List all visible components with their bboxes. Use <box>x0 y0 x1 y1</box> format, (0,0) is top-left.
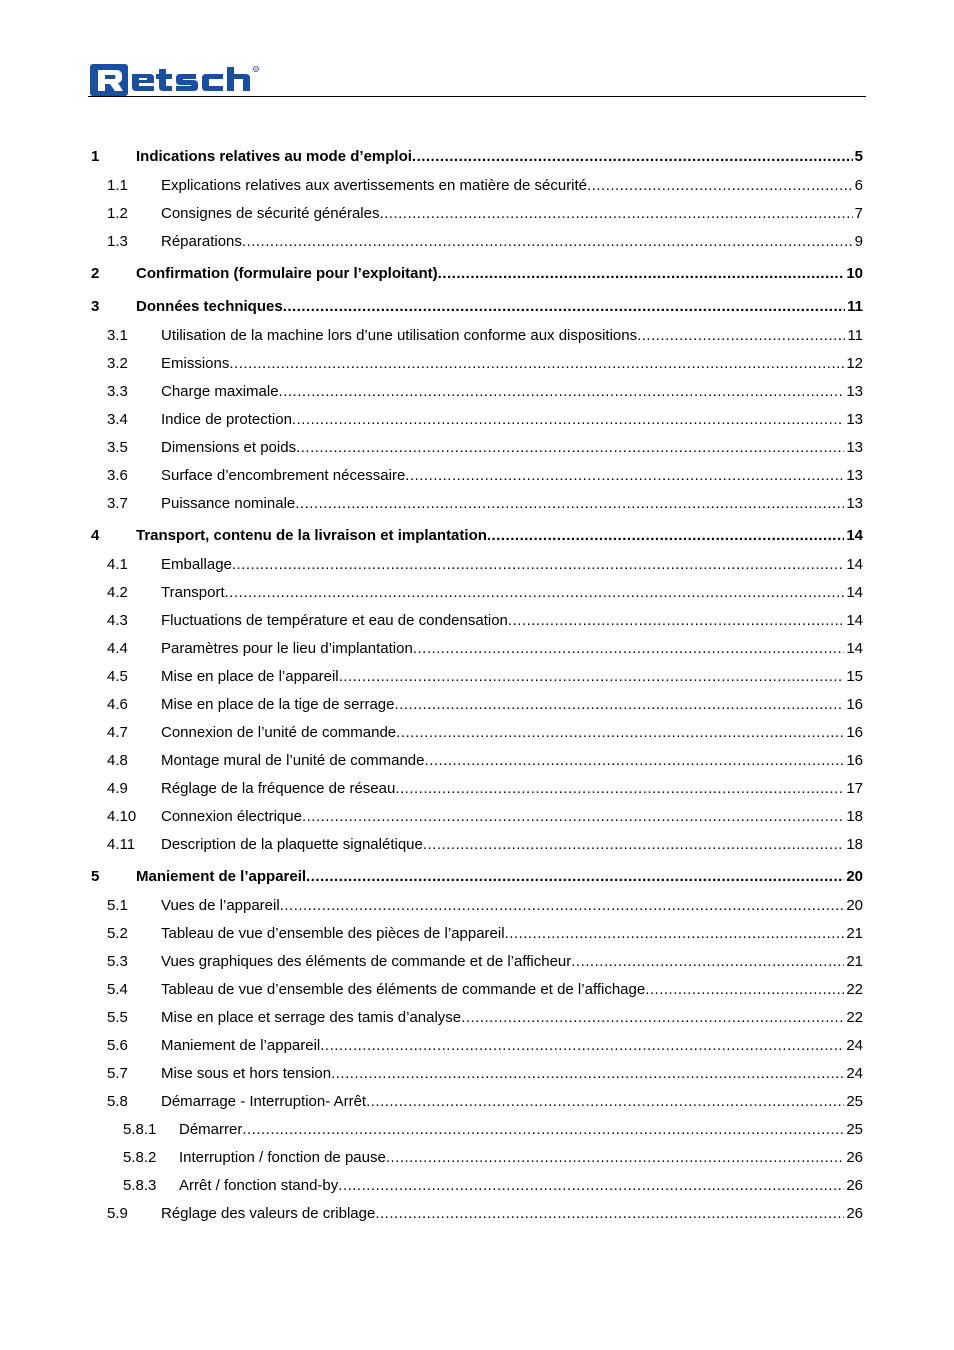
toc-entry-number: 5 <box>91 868 100 885</box>
toc-dot-leader <box>306 861 844 892</box>
toc-entry-title: Indications relatives au mode d’emploi <box>136 148 412 165</box>
toc-entry-page: 18 <box>846 836 863 853</box>
toc-entry-number: 5.7 <box>107 1065 128 1082</box>
toc-entry-title: Vues graphiques des éléments de commande et de l’afficheur <box>161 953 572 970</box>
toc-entry-number: 2 <box>91 265 100 282</box>
toc-entry-title: Démarrage - Interruption- Arrêt <box>161 1093 367 1110</box>
toc-entry-page: 16 <box>846 752 863 769</box>
toc-entry-page: 24 <box>846 1065 863 1082</box>
toc-entry-number: 3.4 <box>107 411 128 428</box>
toc-entry[interactable] <box>91 172 863 200</box>
toc-entry-page: 14 <box>846 527 863 544</box>
toc-entry[interactable] <box>91 607 863 635</box>
toc-entry[interactable] <box>91 490 863 518</box>
toc-dot-leader <box>366 1088 844 1116</box>
toc-entry-number: 5.4 <box>107 981 128 998</box>
toc-dot-leader <box>379 200 852 228</box>
toc-entry-title: Indice de protection <box>161 411 292 428</box>
toc-entry-number: 4.6 <box>107 696 128 713</box>
toc-entry[interactable] <box>91 1032 863 1060</box>
svg-text:R: R <box>254 67 258 72</box>
toc-entry[interactable] <box>91 1172 863 1200</box>
toc-dot-leader <box>302 803 844 831</box>
toc-entry[interactable] <box>91 1200 863 1228</box>
toc-dot-leader <box>292 406 844 434</box>
toc-entry[interactable] <box>91 892 863 920</box>
toc-entry[interactable] <box>91 291 863 322</box>
toc-entry-page: 22 <box>846 981 863 998</box>
toc-dot-leader <box>413 635 845 663</box>
toc-entry-title: Emissions <box>161 355 230 372</box>
toc-entry[interactable] <box>91 831 863 859</box>
toc-entry-number: 5.3 <box>107 953 128 970</box>
toc-dot-leader <box>505 920 845 948</box>
toc-dot-leader <box>386 1144 845 1172</box>
toc-entry-page: 14 <box>846 640 863 657</box>
toc-entry-page: 13 <box>846 383 863 400</box>
toc-entry-title: Réparations <box>161 233 242 250</box>
toc-entry[interactable] <box>91 322 863 350</box>
toc-entry-number: 3.5 <box>107 439 128 456</box>
toc-entry[interactable] <box>91 1116 863 1144</box>
toc-entry-page: 24 <box>846 1037 863 1054</box>
toc-dot-leader <box>461 1004 844 1032</box>
toc-entry-number: 4.10 <box>107 808 137 825</box>
toc-entry-title: Mise en place et serrage des tamis d’analyse <box>161 1009 462 1026</box>
toc-entry-title: Interruption / fonction de pause <box>179 1149 386 1166</box>
toc-entry-title: Réglage des valeurs de criblage <box>161 1205 376 1222</box>
toc-entry-page: 12 <box>846 355 863 372</box>
toc-entry-number: 3.7 <box>107 495 128 512</box>
toc-entry-page: 13 <box>846 495 863 512</box>
toc-entry-page: 18 <box>846 808 863 825</box>
toc-dot-leader <box>645 976 844 1004</box>
toc-dot-leader <box>394 691 844 719</box>
toc-entry-number: 4.2 <box>107 584 128 601</box>
toc-entry-number: 4.3 <box>107 612 128 629</box>
toc-entry-page: 21 <box>846 925 863 942</box>
toc-entry-number: 3.2 <box>107 355 128 372</box>
toc-entry-number: 5.8.3 <box>123 1177 157 1194</box>
toc-entry-title: Confirmation (formulaire pour l’exploitant) <box>136 265 438 282</box>
toc-entry-title: Vues de l’appareil <box>161 897 280 914</box>
toc-entry[interactable] <box>91 520 863 551</box>
toc-entry[interactable] <box>91 462 863 490</box>
toc-entry-number: 4 <box>91 527 100 544</box>
toc-entry-number: 4.8 <box>107 752 128 769</box>
toc-dot-leader <box>232 551 844 579</box>
toc-dot-leader <box>412 141 853 172</box>
toc-entry-page: 16 <box>846 696 863 713</box>
toc-entry-title: Connexion électrique <box>161 808 302 825</box>
toc-entry-number: 3.6 <box>107 467 128 484</box>
toc-entry[interactable] <box>91 1004 863 1032</box>
toc-entry-page: 13 <box>846 439 863 456</box>
toc-dot-leader <box>587 172 853 200</box>
toc-entry-page: 6 <box>854 177 863 194</box>
toc-entry[interactable] <box>91 200 863 228</box>
toc-entry-title: Montage mural de l’unité de commande <box>161 752 425 769</box>
toc-entry-title: Arrêt / fonction stand-by <box>179 1177 339 1194</box>
toc-entry[interactable] <box>91 719 863 747</box>
toc-dot-leader <box>424 747 844 775</box>
toc-entry[interactable] <box>91 948 863 976</box>
toc-dot-leader <box>338 1172 844 1200</box>
toc-entry-page: 14 <box>846 556 863 573</box>
toc-entry[interactable] <box>91 976 863 1004</box>
toc-entry-title: Surface d’encombrement nécessaire <box>161 467 406 484</box>
toc-entry-page: 20 <box>846 897 863 914</box>
toc-entry-title: Mise en place de l’appareil <box>161 668 339 685</box>
toc-entry-title: Maniement de l’appareil <box>161 1037 321 1054</box>
toc-entry[interactable] <box>91 350 863 378</box>
toc-entry[interactable] <box>91 775 863 803</box>
toc-entry-page: 11 <box>847 327 863 344</box>
toc-entry-title: Transport, contenu de la livraison et implantation <box>136 527 487 544</box>
toc-entry-title: Réglage de la fréquence de réseau <box>161 780 396 797</box>
toc-entry-number: 5.8.2 <box>123 1149 157 1166</box>
toc-dot-leader <box>339 663 845 691</box>
toc-entry-title: Utilisation de la machine lors d’une utilisation conforme aux dispositions <box>161 327 638 344</box>
toc-entry-title: Tableau de vue d’ensemble des éléments de commande et de l’affichage <box>161 981 646 998</box>
toc-entry-title: Fluctuations de température et eau de condensation <box>161 612 508 629</box>
toc-entry-page: 25 <box>846 1121 863 1138</box>
toc-entry-page: 16 <box>846 724 863 741</box>
toc-entry-page: 7 <box>854 205 863 222</box>
toc-entry[interactable] <box>91 551 863 579</box>
toc-entry-page: 11 <box>847 298 863 315</box>
toc-entry[interactable] <box>91 803 863 831</box>
toc-entry-page: 5 <box>854 148 863 165</box>
table-of-contents <box>91 141 863 1228</box>
toc-entry-title: Explications relatives aux avertissements en matière de sécurité <box>161 177 588 194</box>
toc-entry-number: 3 <box>91 298 100 315</box>
toc-entry-number: 4.5 <box>107 668 128 685</box>
toc-entry[interactable] <box>91 747 863 775</box>
toc-entry-title: Dimensions et poids <box>161 439 297 456</box>
toc-entry[interactable] <box>91 228 863 256</box>
toc-entry-page: 21 <box>846 953 863 970</box>
toc-entry-title: Démarrer <box>179 1121 243 1138</box>
toc-dot-leader <box>508 607 844 635</box>
toc-entry-title: Charge maximale <box>161 383 279 400</box>
toc-dot-leader <box>331 1060 844 1088</box>
toc-entry[interactable] <box>91 434 863 462</box>
toc-entry-number: 5.8 <box>107 1093 128 1110</box>
header-rule <box>88 96 866 97</box>
toc-entry-page: 14 <box>846 584 863 601</box>
toc-dot-leader <box>405 462 844 490</box>
toc-entry-number: 5.9 <box>107 1205 128 1222</box>
toc-entry-number: 4.11 <box>107 836 136 853</box>
toc-entry-title: Données techniques <box>136 298 283 315</box>
toc-dot-leader <box>279 378 845 406</box>
toc-dot-leader <box>280 892 845 920</box>
toc-dot-leader <box>396 719 844 747</box>
toc-entry-number: 1 <box>91 148 100 165</box>
toc-entry-title: Maniement de l’appareil <box>136 868 307 885</box>
toc-entry-number: 3.1 <box>107 327 128 344</box>
toc-dot-leader <box>229 350 844 378</box>
toc-entry-number: 4.1 <box>107 556 128 573</box>
toc-entry-number: 3.3 <box>107 383 128 400</box>
toc-entry[interactable] <box>91 920 863 948</box>
toc-dot-leader <box>637 322 845 350</box>
toc-entry-title: Paramètres pour le lieu d’implantation <box>161 640 413 657</box>
toc-entry[interactable] <box>91 635 863 663</box>
toc-dot-leader <box>283 291 845 322</box>
toc-dot-leader <box>242 228 853 256</box>
toc-entry[interactable] <box>91 1060 863 1088</box>
toc-dot-leader <box>225 579 845 607</box>
toc-entry-page: 25 <box>846 1093 863 1110</box>
toc-entry-page: 17 <box>846 780 863 797</box>
toc-entry[interactable] <box>91 378 863 406</box>
toc-entry[interactable] <box>91 141 863 172</box>
toc-entry-page: 26 <box>846 1149 863 1166</box>
toc-dot-leader <box>375 1200 844 1228</box>
toc-entry-number: 5.2 <box>107 925 128 942</box>
toc-entry-number: 1.3 <box>107 233 128 250</box>
toc-dot-leader <box>242 1116 844 1144</box>
toc-entry-title: Tableau de vue d’ensemble des pièces de l’appareil <box>161 925 505 942</box>
toc-entry-page: 13 <box>846 411 863 428</box>
toc-dot-leader <box>296 434 844 462</box>
toc-entry-page: 14 <box>846 612 863 629</box>
toc-entry-title: Puissance nominale <box>161 495 296 512</box>
toc-entry-number: 5.6 <box>107 1037 128 1054</box>
toc-entry-title: Connexion de l’unité de commande <box>161 724 397 741</box>
toc-dot-leader <box>487 520 844 551</box>
toc-entry-page: 26 <box>846 1205 863 1222</box>
toc-entry[interactable] <box>91 1144 863 1172</box>
toc-dot-leader <box>571 948 844 976</box>
toc-entry-number: 4.4 <box>107 640 128 657</box>
toc-entry-title: Description de la plaquette signalétique <box>161 836 423 853</box>
toc-entry[interactable] <box>91 258 863 289</box>
toc-entry[interactable] <box>91 861 863 892</box>
toc-entry[interactable] <box>91 691 863 719</box>
toc-entry-number: 5.1 <box>107 897 128 914</box>
toc-dot-leader <box>295 490 844 518</box>
toc-entry-title: Consignes de sécurité générales <box>161 205 380 222</box>
toc-entry-page: 10 <box>846 265 863 282</box>
toc-entry-number: 5.5 <box>107 1009 128 1026</box>
toc-entry[interactable] <box>91 1088 863 1116</box>
toc-entry-page: 22 <box>846 1009 863 1026</box>
toc-entry[interactable] <box>91 579 863 607</box>
toc-entry[interactable] <box>91 663 863 691</box>
toc-entry[interactable] <box>91 406 863 434</box>
toc-dot-leader <box>395 775 844 803</box>
toc-entry-number: 4.9 <box>107 780 128 797</box>
toc-entry-title: Mise sous et hors tension <box>161 1065 332 1082</box>
toc-dot-leader <box>320 1032 844 1060</box>
toc-entry-page: 13 <box>846 467 863 484</box>
toc-entry-page: 9 <box>854 233 863 250</box>
retsch-logo <box>90 64 260 96</box>
page-header <box>88 60 866 98</box>
toc-entry-page: 15 <box>846 668 863 685</box>
toc-entry-number: 1.1 <box>107 177 128 194</box>
toc-entry-page: 20 <box>846 868 863 885</box>
toc-entry-page: 26 <box>846 1177 863 1194</box>
toc-entry-number: 5.8.1 <box>123 1121 157 1138</box>
toc-entry-title: Mise en place de la tige de serrage <box>161 696 395 713</box>
toc-dot-leader <box>438 258 845 289</box>
toc-entry-number: 1.2 <box>107 205 128 222</box>
toc-dot-leader <box>423 831 844 859</box>
toc-entry-title: Emballage <box>161 556 232 573</box>
toc-entry-number: 4.7 <box>107 724 128 741</box>
toc-entry-title: Transport <box>161 584 225 601</box>
